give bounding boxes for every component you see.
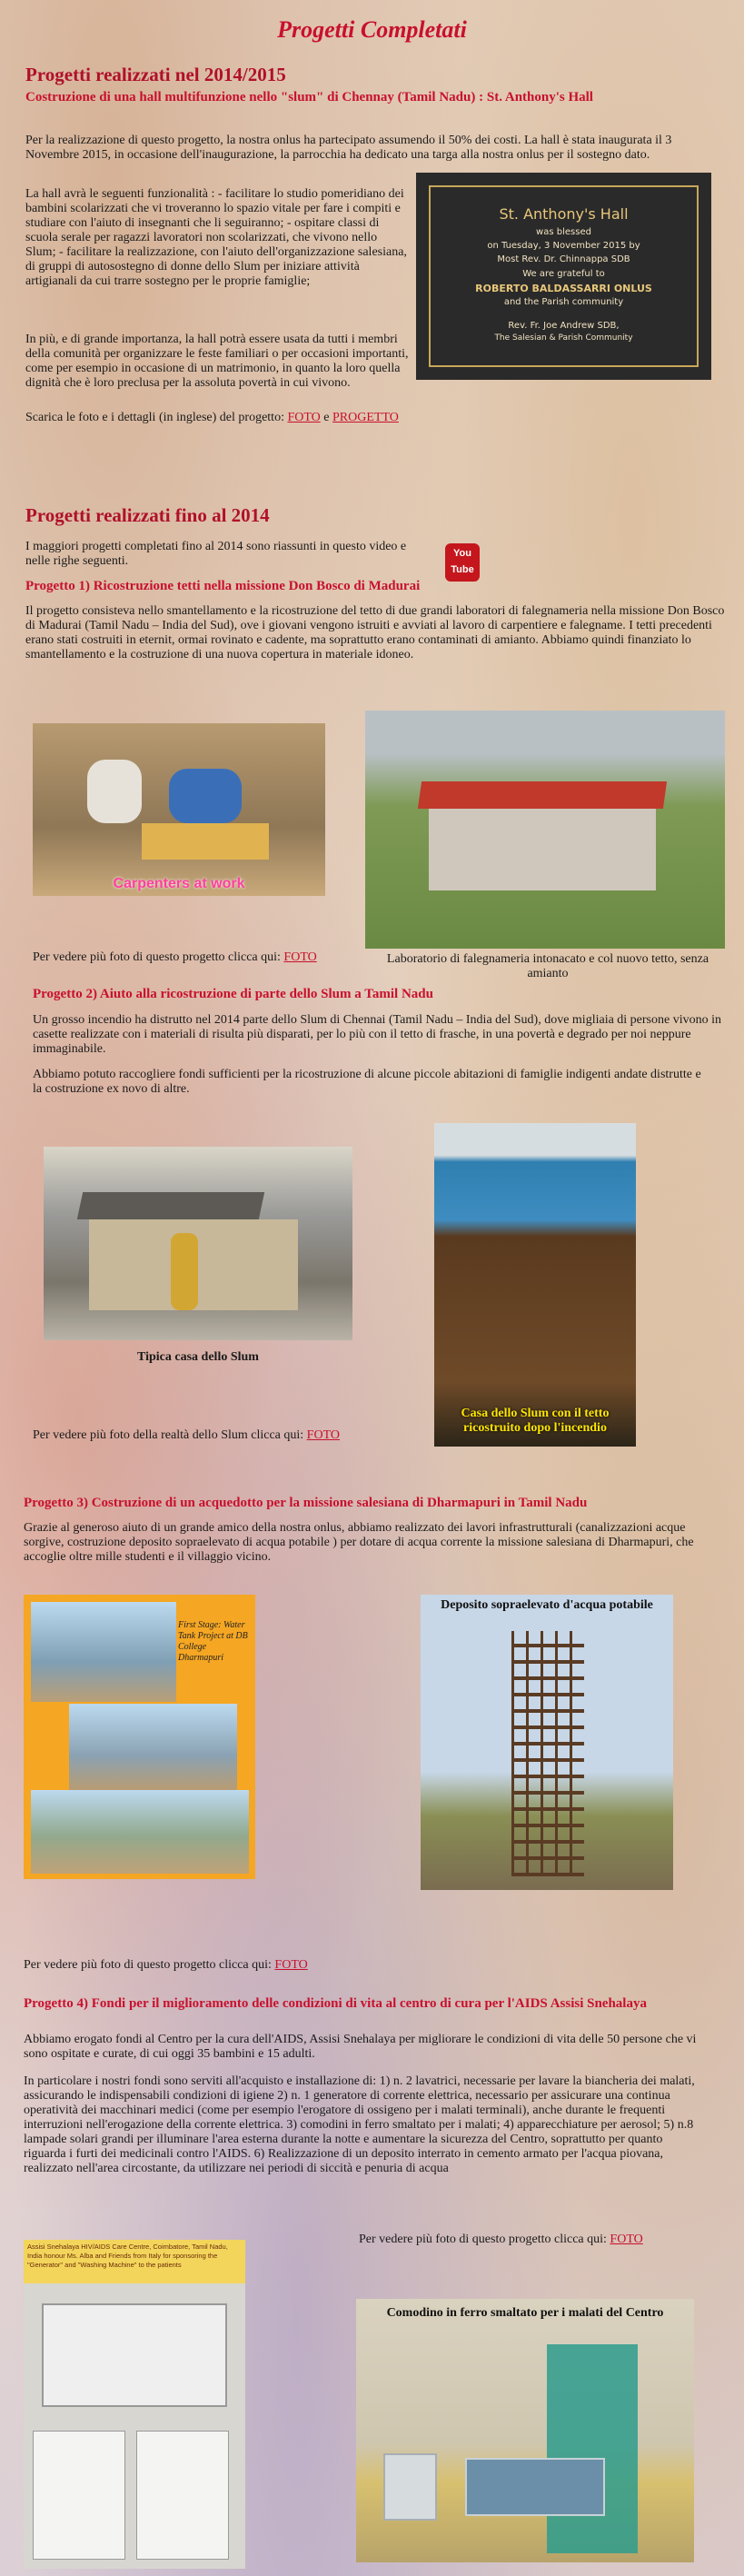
foto-link[interactable]: FOTO xyxy=(610,2233,643,2246)
paragraph: Grazie al generoso aiuto di un grande amico della nostra onlus, abbiamo realizzato dei lavori infrastrutturali (canalizzazioni acque sorgive, costruzione deposito sopraelevato di acqua potabile ) per dotare di acqua corrente la missione salesiana di Dharmapuri, che accoglie oltre mille studenti e il villaggio vicino. xyxy=(24,1521,694,1564)
generator-washing-machines-photo xyxy=(24,2240,245,2569)
page-title: Progetti Completati xyxy=(277,16,467,43)
more-photos-text: Per vedere più foto di questo progetto clicca qui: xyxy=(359,2233,610,2246)
slum-house-photo xyxy=(44,1147,352,1340)
photo-caption: Laboratorio di falegnameria intonacato e col nuovo tetto, senza amianto xyxy=(386,952,709,980)
photo-caption: Tipica casa dello Slum xyxy=(137,1350,259,1364)
paragraph: In particolare i nostri fondi sono serviti all'acquisto e installazione di: 1) n. 2 lavatrici, necessarie per lavare la biancheria dei malati, assicurando le indispensabili condizioni di igiene 2) n. 1 generatore di corrente elettrica, necessario per assicurare una continua operatività dei macchinari medici (come per esempio l'erogatore di ossigeno per i malati terminali), anche durante le frequenti interruzioni nell'erogazione della corrente elettrica. 3) comodini in ferro smaltato per i malati; 4) apparecchiature per aerosol; 5) n.8 lampade solari grandi per illuminare l'area esterna durante la notte e aumentare la sicurezza del Centro, soprattutto per quanto riguarda i furti dei medicinali contro l'AIDS. 6) Realizzazione di un deposito interrato in cemento armato per l'acqua piovana, realizzato nell'area circostante, da utilizzare nei periodi di siccità e penuria di acqua xyxy=(24,2074,695,2175)
and-text: e xyxy=(320,411,332,424)
project-title: Progetto 1) Ricostruzione tetti nella missione Don Bosco di Madurai xyxy=(25,579,421,593)
paragraph: Abbiamo potuto raccogliere fondi sufficienti per la ricostruzione di alcune piccole abitazioni di famiglie indigenti andate distrutte e la costruzione ex novo di altre. xyxy=(33,1068,701,1096)
paragraph: Il progetto consisteva nello smantellamento e la ricostruzione del tetto di due grandi laboratori di falegnameria nella missione Don Bosco di Madurai (Tamil Nadu – India del Sud), ove i giovani vengono istruiti e avviati al lavoro di carpentiere e falegname. I tetti precedenti erano stati costruiti in eternit, ormai rovinato e cadente, ma soprattutto erano contaminati di amianto. Abbiamo quindi finanziato lo smantellamento e la costruzione di una nuova copertura in materiale idoneo. xyxy=(25,604,725,661)
project-title: Progetto 2) Aiuto alla ricostruzione di parte dello Slum a Tamil Nadu xyxy=(33,987,433,1001)
project-subheading: Costruzione di una hall multifunzione nello "slum" di Chennay (Tamil Nadu) : St. Anthony's Hall xyxy=(25,90,593,104)
plaque-line: was blessed xyxy=(536,227,591,237)
paragraph: La hall avrà le seguenti funzionalità : - facilitare lo studio pomeridiano dei bambini scolarizzati che vi troveranno lo spazio vitale per fare i compiti e studiare con l'aiuto di insegnanti che li seguiranno; - ospitare classi di scuola serale per ragazzi lavoratori non scolarizzati, che vivono nello Slum; - facilitare la realizzazione, con l'aiuto dell'organizzazione salesiana, di gruppi di autosostegno di donne dello Slum per iniziare attività artigianali da cui trarre sostegno per le proprie famiglie; xyxy=(25,187,407,288)
paragraph: Per la realizzazione di questo progetto, la nostra onlus ha partecipato assumendo il 50% dei costi. La hall è stata inaugurata il 3 Novembre 2015, in occasione dell'inaugurazione, la parrocchia ha dedicato una targa alla nostra onlus per il sostegno dato. xyxy=(25,134,672,162)
plaque-line: and the Parish community xyxy=(503,297,624,307)
plaque-line: We are grateful to xyxy=(522,269,605,279)
more-photos-text: Per vedere più foto di questo progetto clicca qui: xyxy=(24,1958,275,1972)
more-photos-text: Per vedere più foto di questo progetto clicca qui: xyxy=(33,950,284,964)
photo-banner: Assisi Snehalaya HIV/AIDS Care Centre, Coimbatore, Tamil Nadu, India honour Ms. Alba and Friends from Italy for sponsoring the "Generator" and "Washing Machine" to the patients xyxy=(24,2240,245,2283)
paragraph: I maggiori progetti completati fino al 2014 sono riassunti in questo video e nelle righe seguenti. xyxy=(25,540,407,568)
progetto-link[interactable]: PROGETTO xyxy=(332,411,399,424)
water-tank-collage xyxy=(24,1595,255,1879)
photo-caption: Deposito sopraelevato d'acqua potabile xyxy=(441,1598,653,1612)
more-photos-line xyxy=(359,2233,722,2247)
project-title: Progetto 4) Fondi per il miglioramento delle condizioni di vita al centro di cura per l'AIDS Assisi Snehalaya xyxy=(24,1996,647,2011)
paragraph: In più, e di grande importanza, la hall potrà essere usata da tutti i membri della comunità per organizzare le feste familiari o per occasioni importanti, come per esempio in occasione di un matrimonio, in quanto la loro quella dignità che è loro preclusa per la assoluta povertà in cui vivono. xyxy=(25,333,409,390)
hospital-bed-photo xyxy=(356,2299,694,2562)
plaque-line: on Tuesday, 3 November 2015 by xyxy=(487,241,640,251)
paragraph: Un grosso incendio ha distrutto nel 2014 parte dello Slum di Chennai (Tamil Nadu – India del Sud), dove migliaia di persone vivono in casette realizzate con i materiali di risulta più disparati, per lo più con il tetto di frasche, in una povertà e degrado per noi neppure immaginabile. xyxy=(33,1013,722,1056)
plaque-line: The Salesian & Parish Community xyxy=(494,333,633,343)
water-tower-photo xyxy=(421,1595,673,1890)
youtube-icon[interactable]: You Tube xyxy=(445,543,480,582)
photo-label: Carpenters at work xyxy=(113,876,245,891)
foto-link[interactable]: FOTO xyxy=(306,1428,340,1442)
photo-caption: Comodino in ferro smaltato per i malati del Centro xyxy=(386,2306,664,2320)
foto-link[interactable]: FOTO xyxy=(283,950,317,964)
plaque-image xyxy=(416,173,711,380)
plaque-line: ROBERTO BALDASSARRI ONLUS xyxy=(475,283,652,294)
download-text: Scarica le foto e i dettagli (in inglese) del progetto: xyxy=(25,411,288,424)
foto-link[interactable]: FOTO xyxy=(274,1958,308,1972)
plaque-line: Rev. Fr. Joe Andrew SDB, xyxy=(508,321,620,331)
more-photos-text: Per vedere più foto della realtà dello Slum clicca qui: xyxy=(33,1428,307,1442)
plaque-line: Most Rev. Dr. Chinnappa SDB xyxy=(497,254,630,264)
rebuilt-house-photo xyxy=(434,1123,636,1447)
carpenters-photo xyxy=(33,723,325,896)
photo-label: Casa dello Slum con il tetto ricostruito dopo l'incendio xyxy=(461,1407,610,1435)
section-heading-2014-2015: Progetti realizzati nel 2014/2015 xyxy=(25,64,286,85)
collage-label: First Stage: Water Tank Project at DB College Dharmapuri xyxy=(178,1620,248,1663)
project-title: Progetto 3) Costruzione di un acquedotto per la missione salesiana di Dharmapuri in Tamil Nadu xyxy=(24,1496,588,1510)
section-heading-until-2014: Progetti realizzati fino al 2014 xyxy=(25,504,270,526)
more-photos-line xyxy=(24,1958,405,1973)
workshop-photo xyxy=(365,711,725,949)
foto-link[interactable]: FOTO xyxy=(287,411,321,424)
paragraph: Abbiamo erogato fondi al Centro per la cura dell'AIDS, Assisi Snehalaya per migliorare le condizioni di vita delle 50 persone che vi sono ospitate e curate, di cui oggi 35 bambini e 15 adulti. xyxy=(24,2033,697,2061)
more-photos-line xyxy=(33,950,360,965)
download-line xyxy=(25,411,425,425)
plaque-title: St. Anthony's Hall xyxy=(499,205,629,223)
more-photos-line xyxy=(33,1428,414,1443)
